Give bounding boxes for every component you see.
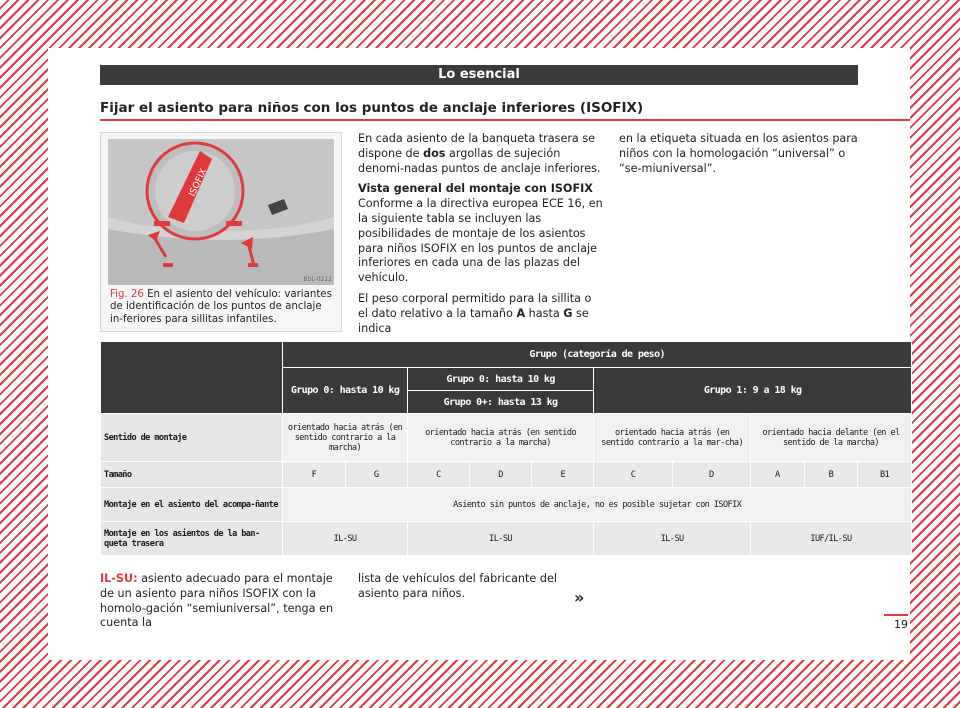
text-span: se indica xyxy=(358,306,589,335)
row-label-rear: Montaje en los asientos de la ban-queta trasera xyxy=(101,522,283,556)
direction-cell: orientado hacia delante (en el sentido de la marcha) xyxy=(750,414,911,462)
header-group-1: Grupo 1: 9 a 18 kg xyxy=(594,368,912,414)
header-group-0plus: Grupo 0+: hasta 13 kg xyxy=(407,391,594,414)
rear-seat-cell: IL-SU xyxy=(594,522,751,556)
bold-word: dos xyxy=(423,146,446,160)
size-cell: G xyxy=(345,462,407,488)
chapter-header: Lo esencial xyxy=(100,65,858,85)
section-title: Fijar el asiento para niños con los puntos de anclaje inferiores (ISOFIX) xyxy=(100,100,644,116)
row-label-size: Tamaño xyxy=(101,462,283,488)
size-cell: B1 xyxy=(858,462,912,488)
footnote-right: lista de vehículos del fabricante del asiento para niños. xyxy=(358,572,557,600)
direction-cell: orientado hacia atrás (en sentido contrario a la marcha) xyxy=(283,414,407,462)
manual-page xyxy=(48,48,910,660)
title-rule xyxy=(100,119,910,121)
isofix-table xyxy=(100,341,912,556)
paragraph-label: en la etiqueta situada en los asientos para niños con la homologación “universal” o “se-miuniversal”. xyxy=(619,132,858,175)
page-number-rule xyxy=(884,614,908,616)
continue-mark: » xyxy=(574,588,585,607)
header-group-0b: Grupo 0: hasta 10 kg xyxy=(407,368,594,391)
text-column-2 xyxy=(619,132,864,182)
size-cell: D xyxy=(672,462,750,488)
seat-illustration xyxy=(108,139,334,285)
size-cell: A xyxy=(750,462,804,488)
row-label-direction: Sentido de montaje xyxy=(101,414,283,462)
direction-cell: orientado hacia atrás (en sentido contrario a la mar-cha) xyxy=(594,414,751,462)
figure-number: Fig. 26 xyxy=(110,289,144,300)
group-header: Grupo (categoría de peso) xyxy=(283,342,912,368)
size-cell: C xyxy=(594,462,672,488)
figure-caption xyxy=(110,289,332,326)
row-label-front: Montaje en el asiento del acompa-ñante xyxy=(101,488,283,522)
size-cell: D xyxy=(469,462,531,488)
text-span: El peso corporal permitido para la sillita o el dato relativo a la tamaño xyxy=(358,291,592,320)
size-cell: B xyxy=(804,462,858,488)
text-span: argollas de sujeción denomi-nadas puntos de anclaje inferiores. xyxy=(358,146,601,175)
figure-isofix xyxy=(100,132,342,332)
rear-seat-cell: IUF/IL-SU xyxy=(750,522,911,556)
direction-cell: orientado hacia atrás (en sentido contrario a la marcha) xyxy=(407,414,594,462)
rear-seat-cell: IL-SU xyxy=(407,522,594,556)
footnote-term: IL-SU: xyxy=(100,572,138,585)
paragraph-weight xyxy=(358,292,603,336)
footnote-left xyxy=(100,572,340,631)
footnote-text: asiento adecuado para el montaje de un asiento para niños ISOFIX con la homolo-gación “semiuniversal”, tenga en cuenta la xyxy=(100,572,334,630)
figure-code: B5L-0212 xyxy=(303,276,332,283)
bold-letter: A xyxy=(516,306,526,320)
figure-caption-text: En el asiento del vehículo: variantes de identificación de los puntos de anclaje in-feriores para sillitas infantiles. xyxy=(110,289,332,325)
bold-letter: G xyxy=(563,306,573,320)
isofix-badge-text: ISOFIX xyxy=(187,167,210,199)
text-span: En cada asiento de la banqueta trasera se dispone de xyxy=(358,132,596,160)
rear-seat-cell: IL-SU xyxy=(283,522,407,556)
text-span: hasta xyxy=(525,306,564,320)
page-number: 19 xyxy=(894,618,908,631)
size-cell: F xyxy=(283,462,345,488)
text-column-1 xyxy=(358,132,603,342)
paragraph-directive: Conforme a la directiva europea ECE 16, en la siguiente tabla se incluyen las posibilidades de montaje de los asientos para niños ISOFIX en los puntos de anclaje inferiores en cada una de las plazas del vehículo. xyxy=(358,197,603,285)
subheading: Vista general del montaje con ISOFIX xyxy=(358,182,593,196)
front-seat-cell: Asiento sin puntos de anclaje, no es posible sujetar con ISOFIX xyxy=(283,488,912,522)
size-cell: C xyxy=(407,462,469,488)
header-group-0: Grupo 0: hasta 10 kg xyxy=(283,368,407,414)
paragraph-intro xyxy=(358,132,603,176)
table-corner xyxy=(101,342,283,414)
size-cell: E xyxy=(532,462,594,488)
